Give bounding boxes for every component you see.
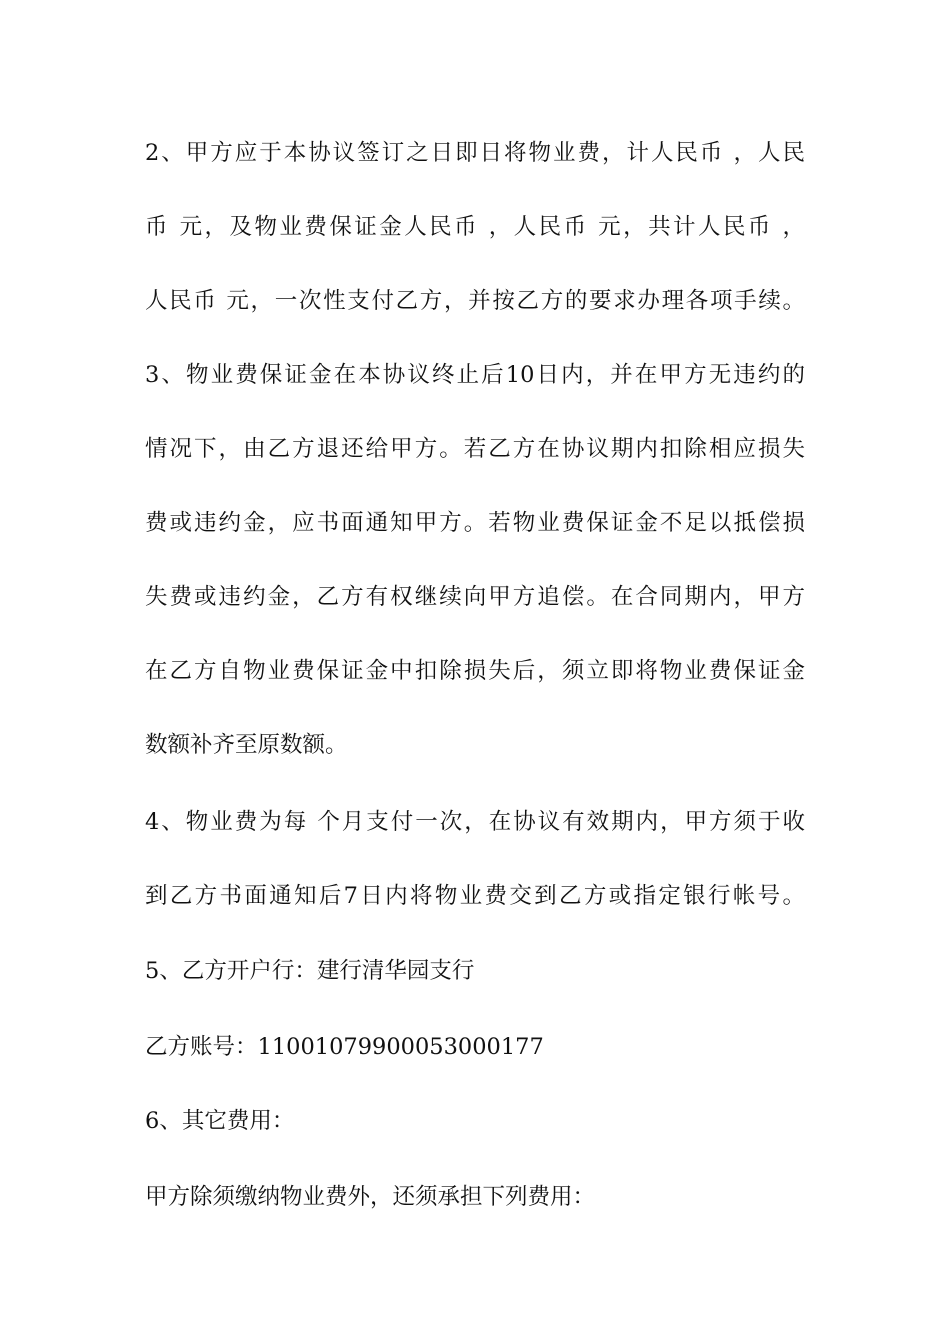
paragraph-3-line-5: 在乙方自物业费保证金中扣除损失后，须立即将物业费保证金 [145,658,805,684]
paragraph-3-line-3: 费或违约金，应书面通知甲方。若物业费保证金不足以抵偿损 [145,510,805,536]
paragraph-5-account: 乙方账号：11001079900053000177 [145,1034,544,1060]
paragraph-3-line-2: 情况下，由乙方退还给甲方。若乙方在协议期内扣除相应损失 [145,436,805,462]
paragraph-4-line-2: 到乙方书面通知后7日内将物业费交到乙方或指定银行帐号。 [145,883,805,909]
paragraph-4-line-1: 4、物业费为每 个月支付一次，在协议有效期内，甲方须于收 [145,809,805,835]
paragraph-3-line-1: 3、物业费保证金在本协议终止后10日内，并在甲方无违约的 [145,362,805,388]
paragraph-2-line-3: 人民币 元，一次性支付乙方，并按乙方的要求办理各项手续。 [145,288,805,314]
paragraph-6-heading: 6、其它费用： [145,1108,295,1134]
paragraph-6-line-1: 甲方除须缴纳物业费外，还须承担下列费用： [145,1184,596,1210]
paragraph-2-line-2: 币 元，及物业费保证金人民币 ，人民币 元，共计人民币 ， [145,214,805,240]
paragraph-3-line-4: 失费或违约金，乙方有权继续向甲方追偿。在合同期内，甲方 [145,584,805,610]
paragraph-2-line-1: 2、甲方应于本协议签订之日即日将物业费，计人民币 ，人民 [145,140,805,166]
paragraph-5-bank: 5、乙方开户行：建行清华园支行 [145,958,475,984]
paragraph-3-line-6: 数额补齐至原数额。 [145,732,348,758]
